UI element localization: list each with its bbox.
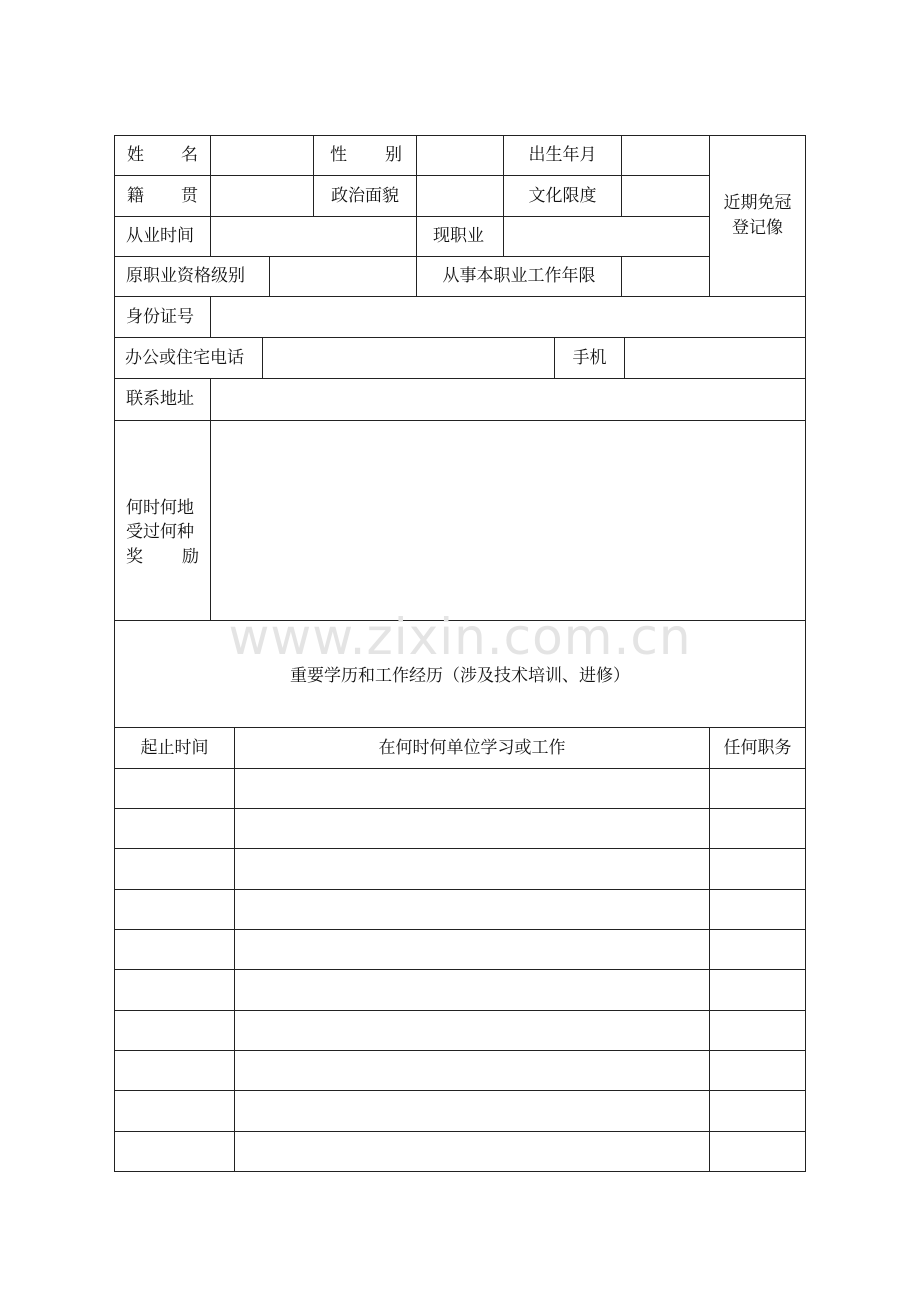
history-period-cell[interactable] <box>115 930 234 969</box>
id-label: 身份证号 <box>126 306 194 327</box>
awards-field[interactable] <box>211 421 805 620</box>
name-label <box>115 136 210 175</box>
history-period-cell[interactable] <box>115 1051 234 1090</box>
gender-label-char-2: 别 <box>385 145 402 166</box>
orig-level-field[interactable] <box>270 257 416 296</box>
history-period-cell[interactable] <box>115 1011 234 1050</box>
native-label <box>115 176 210 216</box>
photo-label-line-2: 登记像 <box>732 218 783 238</box>
history-period-cell[interactable] <box>115 970 234 1010</box>
history-unit-cell[interactable] <box>235 1011 709 1050</box>
history-position-cell[interactable] <box>710 769 805 808</box>
col-period-header: 起止时间 <box>140 737 209 758</box>
awards-label <box>115 421 210 620</box>
history-position-cell[interactable] <box>710 1051 805 1090</box>
history-position-cell[interactable] <box>710 809 805 848</box>
photo-label-line-1: 近期免冠 <box>723 193 792 214</box>
gender-field[interactable] <box>417 136 503 175</box>
address-field[interactable] <box>211 379 805 420</box>
current-job-label: 现职业 <box>433 226 484 247</box>
history-unit-cell[interactable] <box>235 1091 709 1131</box>
history-period-cell[interactable] <box>115 849 234 889</box>
history-unit-cell[interactable] <box>235 930 709 969</box>
awards-label-line-2: 受过何种 <box>126 522 194 543</box>
gender-label-char-1: 性 <box>330 145 347 166</box>
orig-level-label: 原职业资格级别 <box>126 266 245 287</box>
watermark: www.zixin.com.cn <box>228 608 692 666</box>
birth-field[interactable] <box>622 136 709 175</box>
years-field[interactable] <box>622 257 709 296</box>
history-period-cell[interactable] <box>115 1132 234 1171</box>
history-position-cell[interactable] <box>710 1091 805 1131</box>
awards-label-char-1: 奖 <box>126 546 143 567</box>
mobile-label: 手机 <box>572 347 607 368</box>
gender-label <box>314 136 416 175</box>
phone-field[interactable] <box>263 338 554 378</box>
birth-label: 出生年月 <box>528 145 597 166</box>
history-period-cell[interactable] <box>115 769 234 808</box>
awards-label-line-3 <box>126 545 199 570</box>
history-period-cell[interactable] <box>115 809 234 848</box>
photo-area[interactable] <box>710 136 805 296</box>
history-unit-cell[interactable] <box>235 970 709 1010</box>
history-position-cell[interactable] <box>710 1011 805 1050</box>
history-position-cell[interactable] <box>710 1132 805 1171</box>
education-field[interactable] <box>622 176 709 216</box>
awards-label-line-1: 何时何地 <box>126 497 194 518</box>
name-label-char-1: 姓 <box>127 145 144 166</box>
phone-label: 办公或住宅电话 <box>125 347 244 368</box>
history-unit-cell[interactable] <box>235 890 709 929</box>
name-label-char-2: 名 <box>181 145 198 166</box>
mobile-field[interactable] <box>625 338 805 378</box>
history-unit-cell[interactable] <box>235 1132 709 1171</box>
history-unit-cell[interactable] <box>235 849 709 889</box>
col-position-header: 任何职务 <box>723 737 792 758</box>
current-job-field[interactable] <box>504 217 709 256</box>
history-position-cell[interactable] <box>710 970 805 1010</box>
history-position-cell[interactable] <box>710 890 805 929</box>
history-position-cell[interactable] <box>710 930 805 969</box>
id-field[interactable] <box>211 297 805 337</box>
native-label-char-2: 贯 <box>181 185 198 206</box>
history-unit-cell[interactable] <box>235 1051 709 1090</box>
name-field[interactable] <box>211 136 313 175</box>
history-title: 重要学历和工作经历（涉及技术培训、进修） <box>290 665 630 686</box>
history-period-cell[interactable] <box>115 1091 234 1131</box>
col-unit-header: 在何时何单位学习或工作 <box>378 737 566 758</box>
history-period-cell[interactable] <box>115 890 234 929</box>
history-unit-cell[interactable] <box>235 809 709 848</box>
awards-label-char-2: 励 <box>182 546 199 567</box>
history-position-cell[interactable] <box>710 849 805 889</box>
years-label: 从事本职业工作年限 <box>442 266 596 287</box>
work-since-label: 从业时间 <box>126 226 194 247</box>
native-label-char-1: 籍 <box>127 185 144 206</box>
work-since-field[interactable] <box>211 217 416 256</box>
border-right <box>805 135 806 1172</box>
political-label: 政治面貌 <box>331 185 399 206</box>
address-label: 联系地址 <box>126 389 194 410</box>
native-field[interactable] <box>211 176 313 216</box>
education-label: 文化限度 <box>528 185 597 206</box>
history-unit-cell[interactable] <box>235 769 709 808</box>
political-field[interactable] <box>417 176 503 216</box>
border-bottom <box>114 1171 806 1172</box>
